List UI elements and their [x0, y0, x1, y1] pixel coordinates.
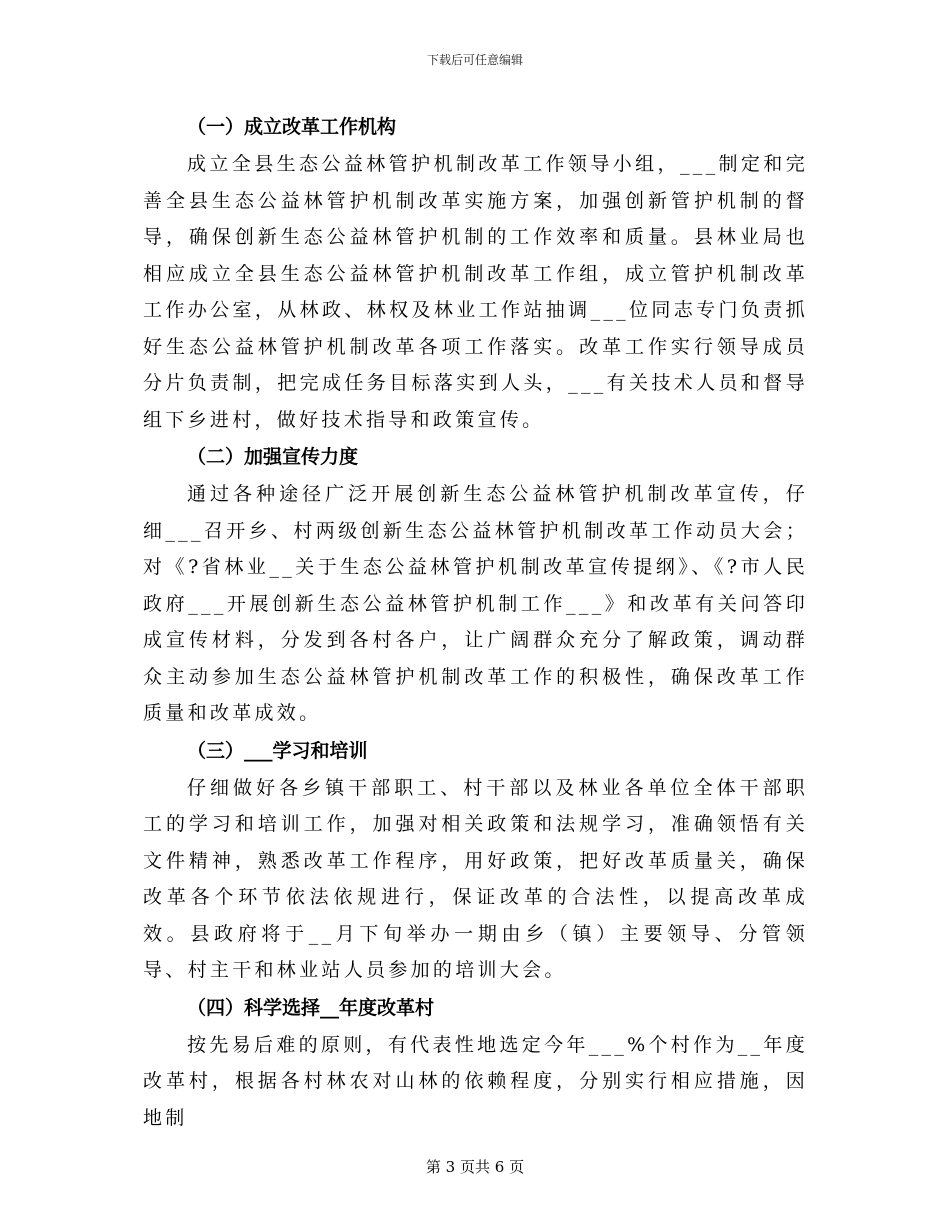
section-body-2: 通过各种途径广泛开展创新生态公益林管护机制改革宣传，仔细___召开乡、村两级创新生态公益林管护机制改革工作动员大会；对《?省林业__关于生态公益林管护机制改革宣传提纲》、《?市人民政府___开展创新生态公益林管护机制工作___》和改革有关问答印成宣传材料，分发到各村各户，让广阔群众充分了解政策，调动群众主动参加生态公益林管护机制改革工作的积极性，确保改革工作质量和改革成效。 — [143, 483, 808, 724]
section-heading-1: （一）成立改革工作机构 — [187, 116, 397, 138]
page-number: 第 3 页共 6 页 — [425, 1158, 525, 1176]
section-body-4: 按先易后难的原则，有代表性地选定今年___%个村作为__年度改革村，根据各村林农对山林的依赖程度，分别实行相应措施，因地制 — [143, 1033, 808, 1129]
document-body — [143, 108, 808, 1136]
page-header: 下载后可任意编辑 — [426, 53, 523, 67]
section-body-3: 仔细做好各乡镇干部职工、村干部以及林业各单位全体干部职工的学习和培训工作，加强对相关政策和法规学习，准确领悟有关文件精神，熟悉改革工作程序，用好政策，把好改革质量关，确保改革各个环节依法依规进行，保证改革的合法性，以提高改革成效。县政府将于__月下旬举办一期由乡（镇）主要领导、分管领导、村主干和林业站人员参加的培训大会。 — [143, 776, 808, 981]
section-body-1: 成立全县生态公益林管护机制改革工作领导小组，___制定和完善全县生态公益林管护机制改革实施方案，加强创新管护机制的督导，确保创新生态公益林管护机制的工作效率和质量。县林业局也相应成立全县生态公益林管护机制改革工作组，成立管护机制改革工作办公室，从林政、林权及林业工作站抽调___位同志专门负责抓好生态公益林管护机制改革各项工作落实。改革工作实行领导成员分片负责制，把完成任务目标落实到人头，___有关技术人员和督导组下乡进村，做好技术指导和政策宣传。 — [143, 153, 808, 431]
section-heading-4: （四）科学选择__年度改革村 — [187, 996, 435, 1019]
section-heading-3: （三）___学习和培训 — [187, 739, 368, 762]
section-heading-2: （二）加强宣传力度 — [187, 446, 359, 468]
